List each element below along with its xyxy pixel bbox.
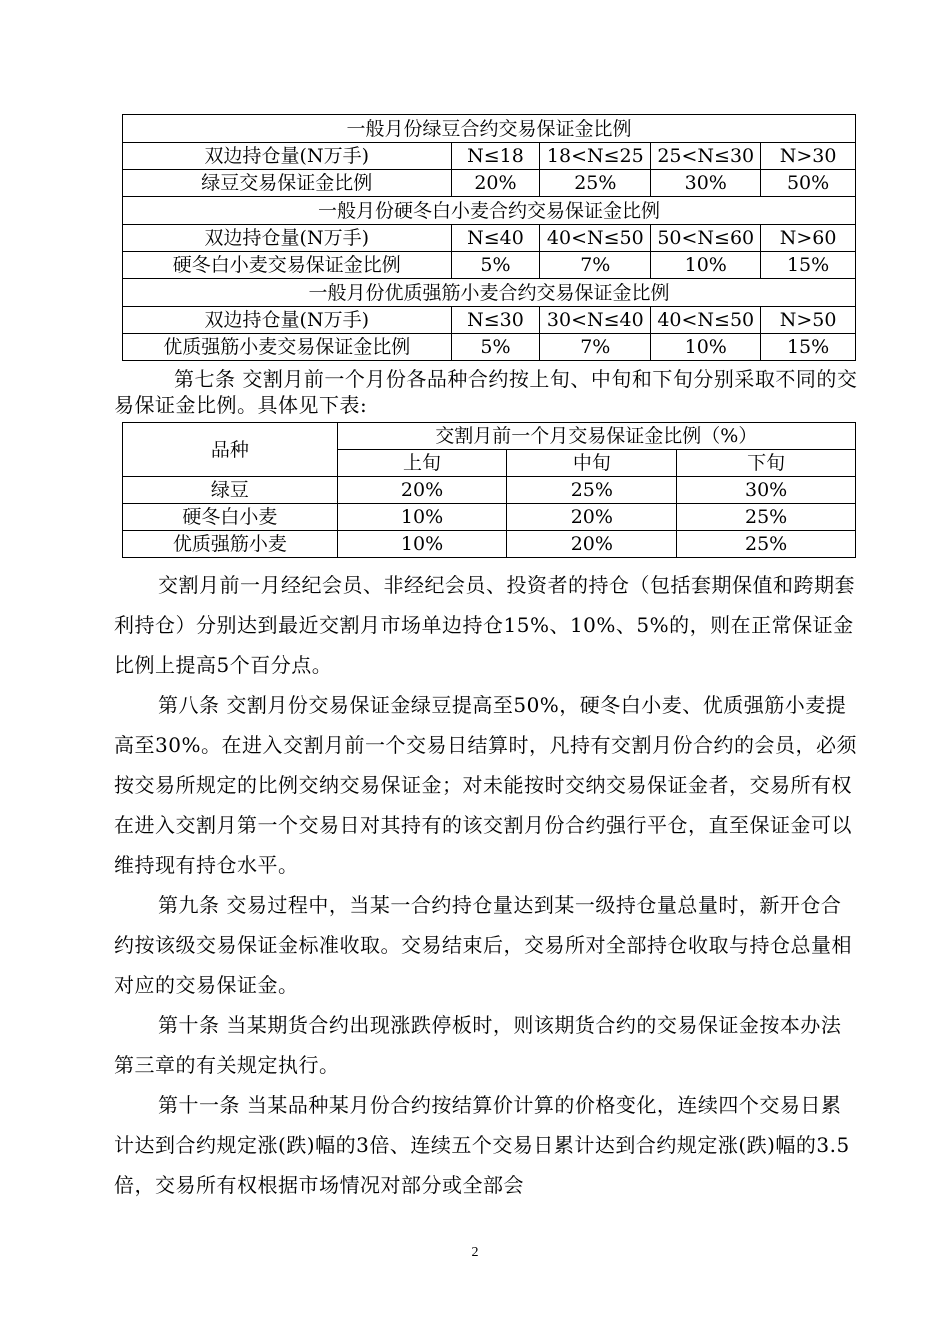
ratio-cell: 25% <box>677 504 856 531</box>
threshold-cell: N≤30 <box>451 307 540 334</box>
ratio-cell: 50% <box>761 170 856 197</box>
threshold-cell: N>30 <box>761 143 856 170</box>
ratio-label: 硬冬白小麦交易保证金比例 <box>123 252 452 279</box>
threshold-cell: N≤18 <box>451 143 540 170</box>
mungbean-section-title: 一般月份绿豆合约交易保证金比例 <box>123 115 856 143</box>
variety-name: 绿豆 <box>123 477 338 504</box>
paragraph-article-10: 第十条 当某期货合约出现涨跌停板时，则该期货合约的交易保证金按本办法第三章的有关规定执行。 <box>114 1013 842 1077</box>
ratio-cell: 10% <box>651 252 761 279</box>
strong-wheat-section-title: 一般月份优质强筋小麦合约交易保证金比例 <box>123 279 856 307</box>
ratio-cell: 25% <box>507 477 677 504</box>
threshold-cell: N>60 <box>761 225 856 252</box>
period-header: 中旬 <box>507 450 677 477</box>
threshold-cell: 25<N≤30 <box>651 143 761 170</box>
ratio-cell: 20% <box>451 170 540 197</box>
page-number: 2 <box>471 1245 479 1260</box>
position-label: 双边持仓量(N万手) <box>123 307 452 334</box>
threshold-cell: N>50 <box>761 307 856 334</box>
ratio-label: 优质强筋小麦交易保证金比例 <box>123 334 452 361</box>
position-label: 双边持仓量(N万手) <box>123 225 452 252</box>
ratio-cell: 10% <box>651 334 761 361</box>
ratio-cell: 30% <box>677 477 856 504</box>
paragraph-article-11: 第十一条 当某品种某月份合约按结算价计算的价格变化，连续四个交易日累计达到合约规定涨(跌)幅的3倍、连续五个交易日累计达到合约规定涨(跌)幅的3.5倍，交易所有权根据市场情况对部分或全部会 <box>114 1093 850 1197</box>
threshold-cell: 50<N≤60 <box>651 225 761 252</box>
ratio-cell: 30% <box>651 170 761 197</box>
ratio-label: 绿豆交易保证金比例 <box>123 170 452 197</box>
ratio-cell: 25% <box>540 170 651 197</box>
ratio-cell: 15% <box>761 334 856 361</box>
ratio-cell: 10% <box>337 504 507 531</box>
variety-name: 优质强筋小麦 <box>123 531 338 558</box>
threshold-cell: 40<N≤50 <box>651 307 761 334</box>
threshold-cell: 30<N≤40 <box>540 307 651 334</box>
position-label: 双边持仓量(N万手) <box>123 143 452 170</box>
ratio-cell: 15% <box>761 252 856 279</box>
threshold-cell: 40<N≤50 <box>540 225 651 252</box>
period-header: 下旬 <box>677 450 856 477</box>
ratio-cell: 7% <box>540 334 651 361</box>
hard-wheat-section-title: 一般月份硬冬白小麦合约交易保证金比例 <box>123 197 856 225</box>
threshold-cell: 18<N≤25 <box>540 143 651 170</box>
general-month-margin-table <box>122 114 856 361</box>
variety-header: 品种 <box>123 423 338 477</box>
paragraph-delivery-prior-month: 交割月前一月经纪会员、非经纪会员、投资者的持仓（包括套期保值和跨期套利持仓）分别达到最近交割月市场单边持仓15%、10%、5%的，则在正常保证金比例上提高5个百分点。 <box>114 573 855 677</box>
ratio-cell: 7% <box>540 252 651 279</box>
ratio-cell: 5% <box>451 334 540 361</box>
ratio-cell: 20% <box>337 477 507 504</box>
ratio-cell: 20% <box>507 531 677 558</box>
period-header: 上旬 <box>337 450 507 477</box>
threshold-cell: N≤40 <box>451 225 540 252</box>
paragraph-article-9: 第九条 交易过程中，当某一合约持仓量达到某一级持仓量总量时，新开仓合约按该级交易保证金标准收取。交易结束后，交易所对全部持仓收取与持仓总量相对应的交易保证金。 <box>114 893 852 997</box>
paragraph-article-8: 第八条 交割月份交易保证金绿豆提高至50%，硬冬白小麦、优质强筋小麦提高至30%。在进入交割月前一个交易日结算时，凡持有交割月份合约的会员，必须按交易所规定的比例交纳交易保证金；对未能按时交纳交易保证金者，交易所有权在进入交割月第一个交易日对其持有的该交割月份合约强行平仓，直至保证金可以维持现有持仓水平。 <box>114 693 857 877</box>
ratio-cell: 20% <box>507 504 677 531</box>
ratio-cell: 25% <box>677 531 856 558</box>
delivery-month-margin-table <box>122 422 856 558</box>
article-7-text: 第七条 交割月前一个月份各品种合约按上旬、中旬和下旬分别采取不同的交易保证金比例。具体见下表: <box>114 367 858 417</box>
period-group-header: 交割月前一个月交易保证金比例（%） <box>337 423 855 450</box>
variety-name: 硬冬白小麦 <box>123 504 338 531</box>
ratio-cell: 10% <box>337 531 507 558</box>
ratio-cell: 5% <box>451 252 540 279</box>
